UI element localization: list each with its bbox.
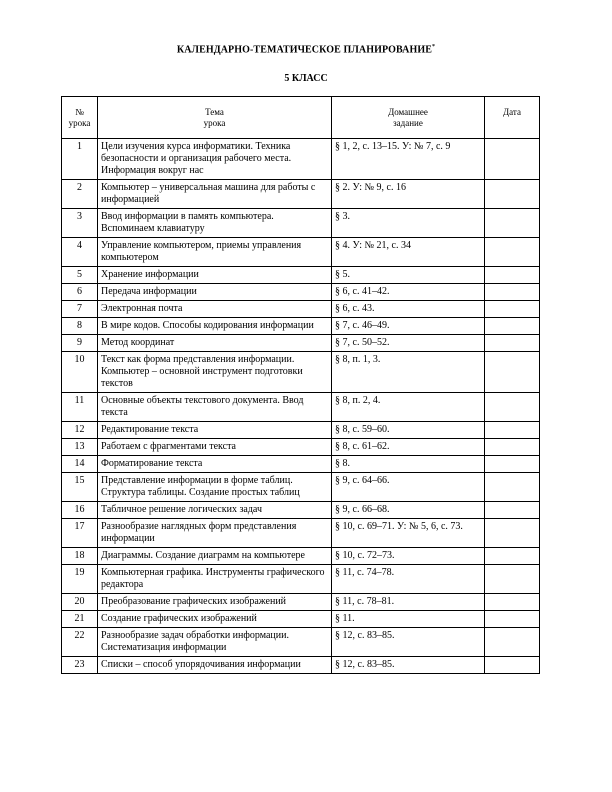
- homework-cell: § 8, с. 59–60.: [332, 422, 485, 439]
- date-cell: [485, 393, 540, 422]
- table-row: [62, 301, 540, 318]
- topic-cell: Компьютерная графика. Инструменты графического редактора: [98, 565, 332, 594]
- table-row: [62, 267, 540, 284]
- lesson-number-cell: 4: [62, 238, 98, 267]
- topic-cell: Представление информации в форме таблиц. Структура таблицы. Создание простых таблиц: [98, 473, 332, 502]
- homework-cell: § 5.: [332, 267, 485, 284]
- homework-cell: § 10, с. 69–71. У: № 5, 6, с. 73.: [332, 519, 485, 548]
- topic-cell: Ввод информации в память компьютера. Вспоминаем клавиатуру: [98, 209, 332, 238]
- topic-cell: Текст как форма представления информации. Компьютер – основной инструмент подготовки текстов: [98, 352, 332, 393]
- table-row: [62, 657, 540, 674]
- table-row: [62, 422, 540, 439]
- lesson-number-cell: 1: [62, 139, 98, 180]
- lesson-number-cell: 2: [62, 180, 98, 209]
- topic-cell: Хранение информации: [98, 267, 332, 284]
- table-row: [62, 611, 540, 628]
- date-cell: [485, 352, 540, 393]
- topic-cell: Управление компьютером, приемы управления компьютером: [98, 238, 332, 267]
- homework-cell: § 12, с. 83–85.: [332, 657, 485, 674]
- date-cell: [485, 301, 540, 318]
- homework-cell: § 3.: [332, 209, 485, 238]
- date-cell: [485, 209, 540, 238]
- topic-cell: Метод координат: [98, 335, 332, 352]
- date-cell: [485, 628, 540, 657]
- homework-cell: § 1, 2, с. 13–15. У: № 7, с. 9: [332, 139, 485, 180]
- lesson-number-cell: 22: [62, 628, 98, 657]
- lesson-number-cell: 14: [62, 456, 98, 473]
- footnote-mark: *: [432, 44, 436, 50]
- topic-cell: Диаграммы. Создание диаграмм на компьютере: [98, 548, 332, 565]
- date-cell: [485, 473, 540, 502]
- topic-cell: Создание графических изображений: [98, 611, 332, 628]
- table-row: [62, 519, 540, 548]
- date-cell: [485, 439, 540, 456]
- date-cell: [485, 456, 540, 473]
- homework-cell: § 9, с. 64–66.: [332, 473, 485, 502]
- lesson-number-cell: 16: [62, 502, 98, 519]
- table-row: [62, 209, 540, 238]
- topic-cell: Преобразование графических изображений: [98, 594, 332, 611]
- header-hw-line1: Домашнее: [388, 106, 428, 117]
- header-topic: [98, 97, 332, 139]
- homework-cell: § 8.: [332, 456, 485, 473]
- lesson-number-cell: 12: [62, 422, 98, 439]
- lesson-number-cell: 7: [62, 301, 98, 318]
- homework-cell: § 6, с. 43.: [332, 301, 485, 318]
- topic-cell: Цели изучения курса информатики. Техника безопасности и организация рабочего места. Информация вокруг нас: [98, 139, 332, 180]
- table-row: [62, 335, 540, 352]
- date-cell: [485, 284, 540, 301]
- class-subtitle: 5 КЛАСС: [284, 73, 328, 84]
- date-cell: [485, 519, 540, 548]
- homework-cell: § 8, с. 61–62.: [332, 439, 485, 456]
- header-num-line1: №: [75, 106, 84, 117]
- lesson-plan-table: [61, 96, 540, 674]
- homework-cell: § 7, с. 46–49.: [332, 318, 485, 335]
- homework-cell: § 2. У: № 9, с. 16: [332, 180, 485, 209]
- table-row: [62, 352, 540, 393]
- header-date: Дата: [485, 97, 540, 139]
- date-cell: [485, 318, 540, 335]
- date-cell: [485, 502, 540, 519]
- date-cell: [485, 335, 540, 352]
- topic-cell: Работаем с фрагментами текста: [98, 439, 332, 456]
- header-homework: [332, 97, 485, 139]
- date-cell: [485, 267, 540, 284]
- date-cell: [485, 657, 540, 674]
- homework-cell: § 6, с. 41–42.: [332, 284, 485, 301]
- topic-cell: Редактирование текста: [98, 422, 332, 439]
- lesson-number-cell: 18: [62, 548, 98, 565]
- table-row: [62, 548, 540, 565]
- header-hw-line2: задание: [393, 117, 423, 128]
- topic-cell: В мире кодов. Способы кодирования информации: [98, 318, 332, 335]
- homework-cell: § 11, с. 78–81.: [332, 594, 485, 611]
- document-title-text: КАЛЕНДАРНО-ТЕМАТИЧЕСКОЕ ПЛАНИРОВАНИЕ: [176, 44, 433, 56]
- date-cell: [485, 611, 540, 628]
- date-cell: [485, 594, 540, 611]
- table-row: [62, 502, 540, 519]
- lesson-number-cell: 10: [62, 352, 98, 393]
- header-lesson-number: [62, 97, 98, 139]
- homework-cell: § 8, п. 1, 3.: [332, 352, 485, 393]
- table-row: [62, 284, 540, 301]
- header-topic-line2: урока: [203, 117, 226, 128]
- table-row: [62, 238, 540, 267]
- topic-cell: Списки – способ упорядочивания информации: [98, 657, 332, 674]
- topic-cell: Форматирование текста: [98, 456, 332, 473]
- lesson-number-cell: 6: [62, 284, 98, 301]
- lesson-number-cell: 3: [62, 209, 98, 238]
- lesson-number-cell: 15: [62, 473, 98, 502]
- document-title: [0, 44, 612, 55]
- homework-cell: § 7, с. 50–52.: [332, 335, 485, 352]
- homework-cell: § 4. У: № 21, с. 34: [332, 238, 485, 267]
- lesson-number-cell: 17: [62, 519, 98, 548]
- topic-cell: Передача информации: [98, 284, 332, 301]
- date-cell: [485, 422, 540, 439]
- homework-cell: § 11.: [332, 611, 485, 628]
- date-cell: [485, 565, 540, 594]
- homework-cell: § 8, п. 2, 4.: [332, 393, 485, 422]
- lesson-number-cell: 19: [62, 565, 98, 594]
- table-row: [62, 456, 540, 473]
- topic-cell: Разнообразие наглядных форм представления информации: [98, 519, 332, 548]
- header-topic-line1: Тема: [205, 106, 224, 117]
- lesson-number-cell: 23: [62, 657, 98, 674]
- lesson-number-cell: 5: [62, 267, 98, 284]
- header-num-line2: урока: [68, 117, 91, 128]
- lesson-number-cell: 11: [62, 393, 98, 422]
- table-row: [62, 628, 540, 657]
- table-row: [62, 139, 540, 180]
- homework-cell: § 10, с. 72–73.: [332, 548, 485, 565]
- topic-cell: Табличное решение логических задач: [98, 502, 332, 519]
- table-row: [62, 180, 540, 209]
- date-cell: [485, 139, 540, 180]
- date-cell: [485, 548, 540, 565]
- topic-cell: Электронная почта: [98, 301, 332, 318]
- table-row: [62, 565, 540, 594]
- topic-cell: Основные объекты текстового документа. Ввод текста: [98, 393, 332, 422]
- lesson-number-cell: 9: [62, 335, 98, 352]
- table-row: [62, 594, 540, 611]
- homework-cell: § 9, с. 66–68.: [332, 502, 485, 519]
- date-cell: [485, 238, 540, 267]
- homework-cell: § 12, с. 83–85.: [332, 628, 485, 657]
- table-row: [62, 318, 540, 335]
- date-cell: [485, 180, 540, 209]
- topic-cell: Разнообразие задач обработки информации. Систематизация информации: [98, 628, 332, 657]
- lesson-number-cell: 13: [62, 439, 98, 456]
- lesson-number-cell: 20: [62, 594, 98, 611]
- topic-cell: Компьютер – универсальная машина для работы с информацией: [98, 180, 332, 209]
- table-row: [62, 473, 540, 502]
- lesson-number-cell: 21: [62, 611, 98, 628]
- lesson-number-cell: 8: [62, 318, 98, 335]
- table-row: [62, 439, 540, 456]
- table-row: [62, 393, 540, 422]
- table-header-row: [62, 97, 540, 139]
- homework-cell: § 11, с. 74–78.: [332, 565, 485, 594]
